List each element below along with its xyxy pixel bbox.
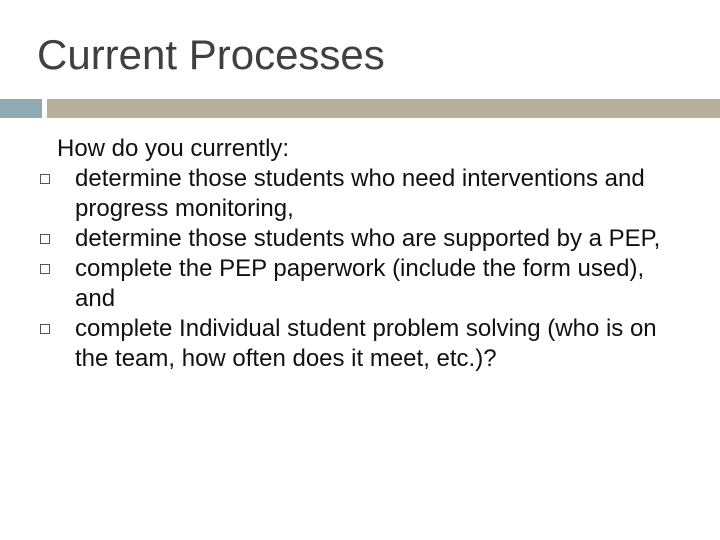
intro-text: How do you currently: xyxy=(57,135,290,162)
bullet-list xyxy=(57,164,687,374)
hollow-square-bullet-icon xyxy=(40,264,50,274)
title-accent-bar xyxy=(0,99,42,118)
slide-body xyxy=(57,134,687,374)
list-item xyxy=(57,314,687,374)
bullet-text: determine those students who need interventions and progress monitoring, xyxy=(75,165,645,222)
title-divider-bar xyxy=(47,99,720,118)
hollow-square-bullet-icon xyxy=(40,174,50,184)
hollow-square-bullet-icon xyxy=(40,234,50,244)
list-item xyxy=(57,254,687,314)
hollow-square-bullet-icon xyxy=(40,324,50,334)
list-item xyxy=(57,164,687,224)
bullet-text: determine those students who are supported by a PEP, xyxy=(75,225,661,252)
list-item xyxy=(57,224,687,254)
slide-title: Current Processes xyxy=(37,31,385,78)
bullet-text: complete the PEP paperwork (include the form used), and xyxy=(75,255,645,312)
bullet-text: complete Individual student problem solving (who is on the team, how often does it meet, etc.)? xyxy=(75,315,657,372)
